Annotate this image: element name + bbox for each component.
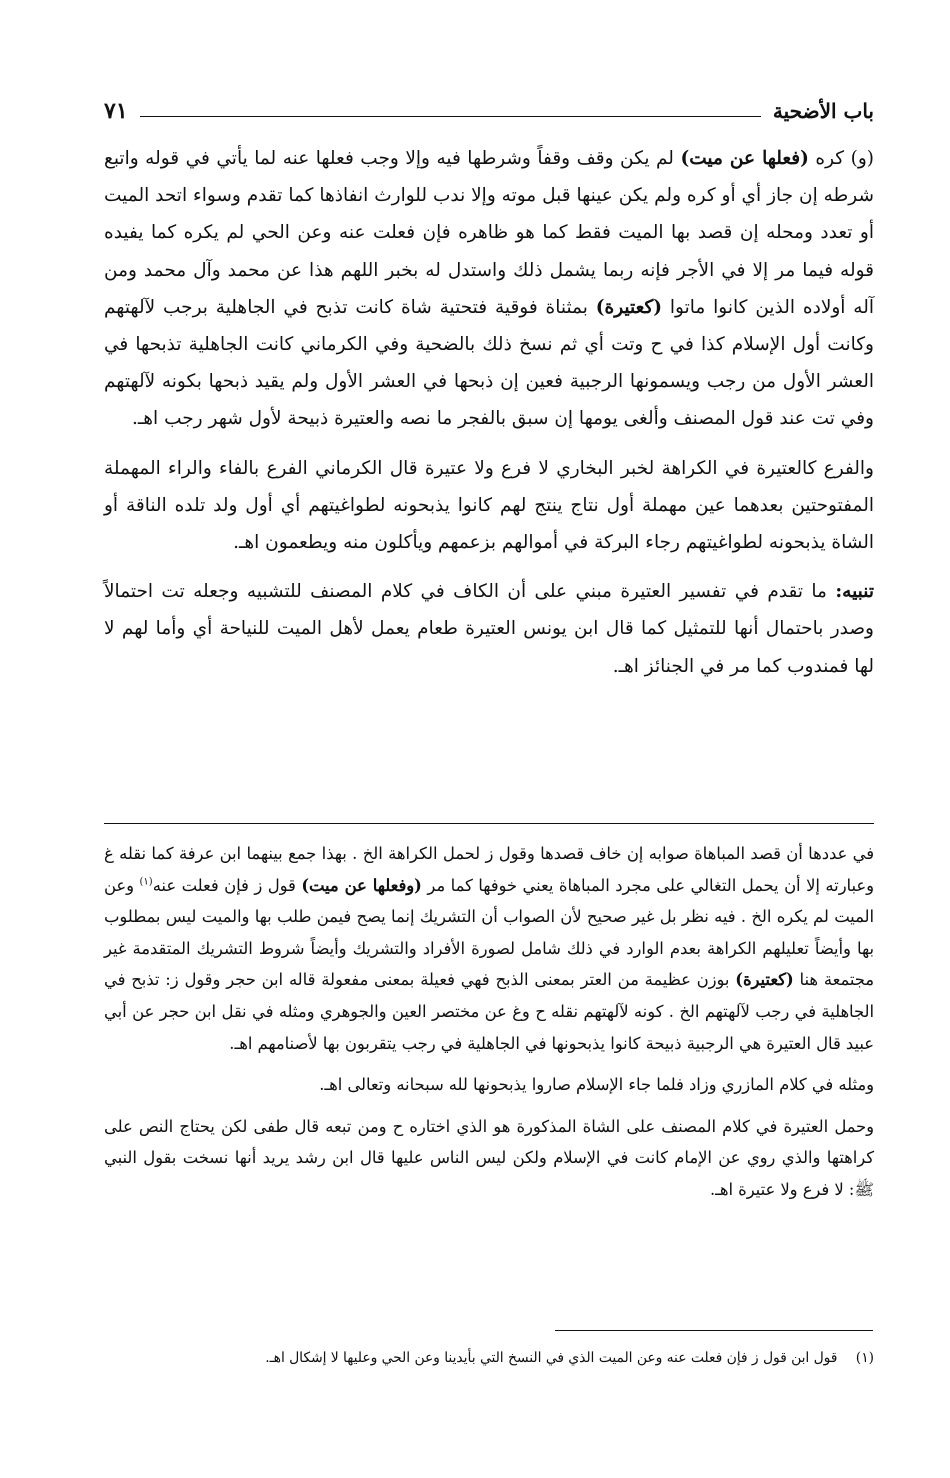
page-header — [104, 84, 874, 124]
text-segment: (و) كره — [808, 148, 874, 169]
text-segment: لم يكن وقف وقفاً وشرطها فيه وإلا وجب فعلها عنه لما يأتي في قوله واتبع شرطه إن جاز أي أو كره ولم يكن عينها قبل موته وإلا ندب للوارث انفاذها كما تقدم وسواء اتحد الميت أو تعدد ومحله إن قصد بها الميت فقط كما هو ظاهره فإن فعلت عنه وعن الحي لم يكره كما يفيده قوله فيما مر إلا في الأجر فإنه ربما يشمل ذلك واستدل له بخبر اللهم هذا عن محمد وآل محمد ومن آله أولاده الذين كانوا ماتوا — [104, 148, 874, 318]
bold-text: تنبيه: — [835, 581, 874, 603]
page-number: ٧١ — [104, 98, 128, 124]
text-segment: قول ز فإن فعلت عنه — [152, 875, 302, 895]
bold-text: (وفعلها عن ميت) — [301, 875, 422, 895]
footnote-separator — [555, 1330, 873, 1331]
main-text — [104, 140, 874, 697]
text-segment: وعن الميت لم يكره الخ . فيه نظر بل غير صحيح لأن الصواب أن التشريك إنما يصح فيمن طلب بها والميت ليس بمطلوب بها وأيضاً تعليلهم الكراهة بعدم الوارد في ذلك شامل لصورة الأفراد والتشريك وأيضاً شروط التشريك المتقدمة غير مجتمعة هنا — [104, 875, 875, 990]
text-segment: ومثله في كلام المازري وزاد فلما جاء الإسلام صاروا يذبحونها لله سبحانه وتعالى اهـ. — [319, 1075, 874, 1095]
main-paragraph — [104, 573, 874, 685]
text-segment: بوزن عظيمة من العتر بمعنى الذبح فهي فعيلة بمعنى مفعولة قاله ابن حجر وقول ز: تذبح في الجاهلية في رجب لآلهتهم الخ . كونه لآلهتهم نقله ح وغ عن مختصر العين والجوهري ومثله في نقل ابن حجر عن أبي عبيد قال العتيرة هي الرجبية ذبيحة كانوا يذبحونها في الجاهلية في رجب يتقربون بها لأصنامهم اهـ. — [104, 970, 874, 1053]
main-paragraph — [104, 450, 874, 562]
footnote-number: (١) — [855, 1350, 874, 1366]
footnote — [104, 1346, 874, 1370]
commentary-paragraph — [104, 1069, 874, 1101]
text-segment: في عددها أن قصد المباهاة صوابه إن خاف قصدها وقول ز لحمل الكراهة الخ . بهذا جمع بينهما ابن عرفة كما نقله غ وعبارته إلا أن يحمل التغالي على مجرد المباهاة يعني خوفها كما مر — [104, 844, 875, 895]
bold-text: (فعلها عن ميت) — [680, 148, 809, 169]
text-segment: والفرع كالعتيرة في الكراهة لخبر البخاري لا فرع ولا عتيرة قال الكرماني الفرع بالفاء والراء المهملة المفتوحتين بعدهما عين مهملة أول نتاج ينتج لهم كانوا يذبحونه لطواغيتهم أي أول ولد تلده الناقة أو الشاة يذبحونه لطواغيتهم رجاء البركة في أموالهم بزعمهم ويأكلون منه ويطعمون اهـ. — [104, 457, 874, 554]
commentary-separator — [104, 823, 874, 824]
chapter-title: باب الأضحية — [772, 99, 874, 123]
bold-text: (كعتيرة) — [735, 970, 794, 990]
commentary-paragraph — [104, 838, 874, 1059]
text-segment: ما تقدم في تفسير العتيرة مبني على أن الكاف في كلام المصنف للتشبيه وجعله تت احتمالاً وصدر باحتمال أنها للتمثيل كما قال ابن يونس العتيرة طعام يعمل لأهل الميت للنياحة أي وأما لهم لا لها فمندوب كما مر في الجنائز اهـ. — [104, 581, 874, 677]
text-segment: بمثناة فوقية فتحتية شاة كانت تذبح في الجاهلية برجب لآلهتهم وكانت أول الإسلام كذا في ح وتت أي ثم نسخ ذلك بالضحية وفي الكرماني كانت الجاهلية تذبحها في العشر الأول من رجب ويسمونها الرجبية فعين إن ذبحها في العشر الأول ولم يقيد ذبحها بكونه لآلهتهم وفي تت عند قول المصنف وألغى يومها إن سبق بالفجر ما نصه والعتيرة ذبيحة لأول شهر رجب اهـ. — [104, 296, 874, 430]
text-segment: وحمل العتيرة في كلام المصنف على الشاة المذكورة هو الذي اختاره ح ومن تبعه قال طفى لكن يحتاج النص على كراهتها والذي روي عن الإمام كانت في الإسلام ولكن ليس الناس عليها قال ابن رشد يريد أنها نسخت بقول النبي ﷺ: لا فرع ولا عتيرة اهـ. — [104, 1116, 874, 1199]
bold-text: (كعتيرة) — [595, 296, 663, 318]
footnote-ref: (١) — [139, 876, 153, 888]
commentary-text — [104, 838, 874, 1216]
commentary-paragraph — [104, 1111, 874, 1206]
header-rule — [140, 116, 761, 117]
footnote-text: قول ابن قول ز فإن فعلت عنه وعن الميت الذي في النسخ التي بأيدينا وعن الحي وعليها لا إشكال اهـ. — [265, 1350, 838, 1366]
main-paragraph — [104, 140, 874, 438]
